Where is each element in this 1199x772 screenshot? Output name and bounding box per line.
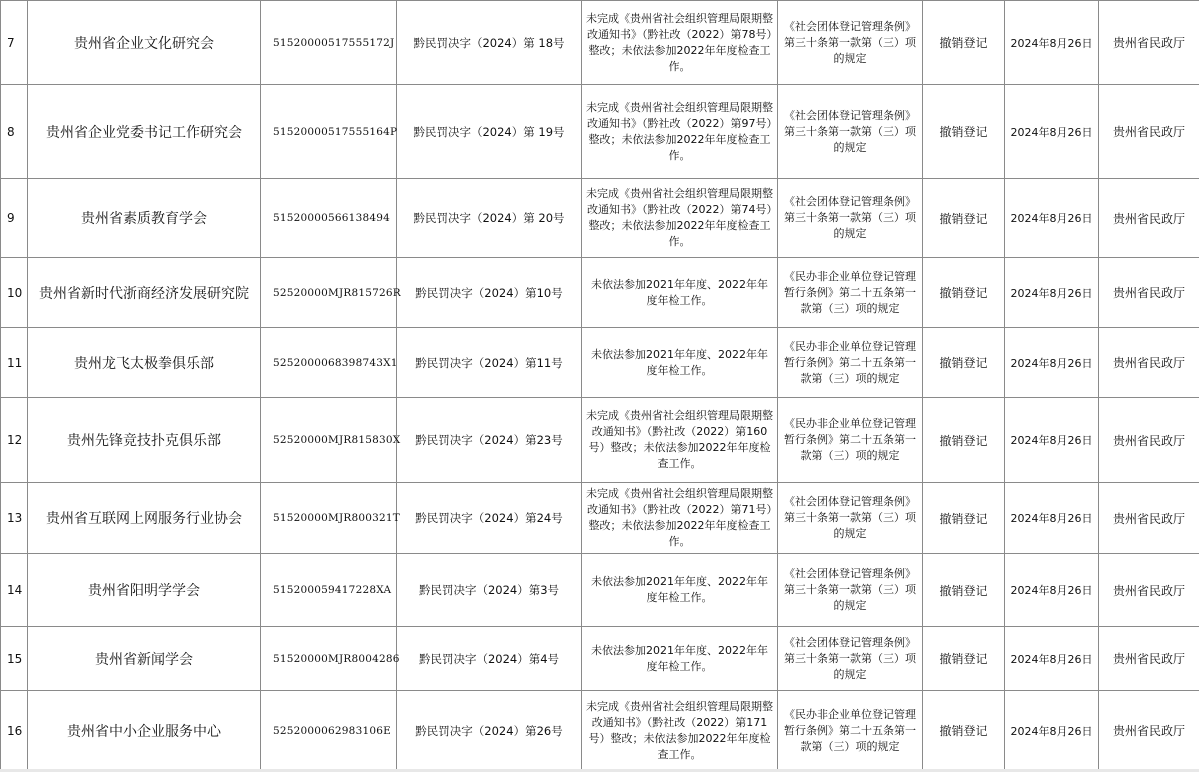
legal-basis-cell: 《民办非企业单位登记管理暂行条例》第二十五条第一款第（三）项的规定 <box>778 691 923 771</box>
decision-number-cell: 黔民罚决字（2024）第 18号 <box>397 1 582 85</box>
row-number-cell: 8 <box>1 85 28 179</box>
legal-basis-cell: 《社会团体登记管理条例》第三十条第一款第（三）项的规定 <box>778 554 923 627</box>
credit-code-cell: 51520000517555172J <box>261 1 397 85</box>
decision-number-cell: 黔民罚决字（2024）第4号 <box>397 627 582 691</box>
violation-reason-cell: 未完成《贵州省社会组织管理局限期整改通知书》（黔社改（2022）第171号）整改；未依法参加2022年年度检查工作。 <box>582 691 778 771</box>
issuing-authority-cell: 贵州省民政厅 <box>1099 1 1199 85</box>
violation-reason-cell: 未依法参加2021年年度、2022年年度年检工作。 <box>582 258 778 328</box>
row-number-cell: 15 <box>1 627 28 691</box>
issuing-authority-cell: 贵州省民政厅 <box>1099 258 1199 328</box>
table-row <box>1 1 1199 85</box>
issuing-authority-cell: 贵州省民政厅 <box>1099 627 1199 691</box>
issuing-authority-cell: 贵州省民政厅 <box>1099 328 1199 398</box>
decision-date-cell: 2024年8月26日 <box>1005 179 1099 258</box>
decision-number-cell: 黔民罚决字（2024）第24号 <box>397 483 582 554</box>
violation-reason-cell: 未依法参加2021年年度、2022年年度年检工作。 <box>582 627 778 691</box>
credit-code-cell: 515200059417228XA <box>261 554 397 627</box>
penalty-action-cell: 撤销登记 <box>923 328 1005 398</box>
decision-number-cell: 黔民罚决字（2024）第 20号 <box>397 179 582 258</box>
organization-name-cell: 贵州省阳明学学会 <box>28 554 261 627</box>
table-row <box>1 85 1199 179</box>
decision-date-cell: 2024年8月26日 <box>1005 1 1099 85</box>
penalty-action-cell: 撤销登记 <box>923 398 1005 483</box>
violation-reason-cell: 未完成《贵州省社会组织管理局限期整改通知书》（黔社改（2022）第74号）整改；未依法参加2022年年度检查工作。 <box>582 179 778 258</box>
decision-date-cell: 2024年8月26日 <box>1005 483 1099 554</box>
legal-basis-cell: 《社会团体登记管理条例》第三十条第一款第（三）项的规定 <box>778 483 923 554</box>
decision-date-cell: 2024年8月26日 <box>1005 398 1099 483</box>
decision-date-cell: 2024年8月26日 <box>1005 554 1099 627</box>
table-row <box>1 258 1199 328</box>
decision-number-cell: 黔民罚决字（2024）第26号 <box>397 691 582 771</box>
decision-number-cell: 黔民罚决字（2024）第3号 <box>397 554 582 627</box>
penalty-action-cell: 撤销登记 <box>923 554 1005 627</box>
violation-reason-cell: 未完成《贵州省社会组织管理局限期整改通知书》（黔社改（2022）第78号）整改；未依法参加2022年年度检查工作。 <box>582 1 778 85</box>
row-number-cell: 7 <box>1 1 28 85</box>
penalty-action-cell: 撤销登记 <box>923 483 1005 554</box>
penalty-action-cell: 撤销登记 <box>923 258 1005 328</box>
organization-name-cell: 贵州省新闻学会 <box>28 627 261 691</box>
violation-reason-cell: 未完成《贵州省社会组织管理局限期整改通知书》（黔社改（2022）第160号）整改；未依法参加2022年年度检查工作。 <box>582 398 778 483</box>
credit-code-cell: 5252000068398743X1 <box>261 328 397 398</box>
decision-number-cell: 黔民罚决字（2024）第10号 <box>397 258 582 328</box>
violation-reason-cell: 未完成《贵州省社会组织管理局限期整改通知书》（黔社改（2022）第97号）整改；未依法参加2022年年度检查工作。 <box>582 85 778 179</box>
credit-code-cell: 51520000566138494 <box>261 179 397 258</box>
violation-reason-cell: 未依法参加2021年年度、2022年年度年检工作。 <box>582 328 778 398</box>
decision-number-cell: 黔民罚决字（2024）第11号 <box>397 328 582 398</box>
table-row <box>1 179 1199 258</box>
penalty-action-cell: 撤销登记 <box>923 85 1005 179</box>
issuing-authority-cell: 贵州省民政厅 <box>1099 179 1199 258</box>
row-number-cell: 10 <box>1 258 28 328</box>
table-row <box>1 328 1199 398</box>
penalty-action-cell: 撤销登记 <box>923 627 1005 691</box>
organization-name-cell: 贵州省新时代浙商经济发展研究院 <box>28 258 261 328</box>
table-row <box>1 483 1199 554</box>
decision-date-cell: 2024年8月26日 <box>1005 691 1099 771</box>
credit-code-cell: 5252000062983106E <box>261 691 397 771</box>
organization-name-cell: 贵州省互联网上网服务行业协会 <box>28 483 261 554</box>
table-row <box>1 691 1199 771</box>
organization-name-cell: 贵州省企业党委书记工作研究会 <box>28 85 261 179</box>
row-number-cell: 12 <box>1 398 28 483</box>
legal-basis-cell: 《社会团体登记管理条例》第三十条第一款第（三）项的规定 <box>778 627 923 691</box>
row-number-cell: 16 <box>1 691 28 771</box>
issuing-authority-cell: 贵州省民政厅 <box>1099 483 1199 554</box>
credit-code-cell: 51520000517555164P <box>261 85 397 179</box>
violation-reason-cell: 未依法参加2021年年度、2022年年度年检工作。 <box>582 554 778 627</box>
row-number-cell: 11 <box>1 328 28 398</box>
decision-date-cell: 2024年8月26日 <box>1005 258 1099 328</box>
decision-date-cell: 2024年8月26日 <box>1005 85 1099 179</box>
decision-date-cell: 2024年8月26日 <box>1005 328 1099 398</box>
row-number-cell: 14 <box>1 554 28 627</box>
row-number-cell: 13 <box>1 483 28 554</box>
legal-basis-cell: 《社会团体登记管理条例》第三十条第一款第（三）项的规定 <box>778 1 923 85</box>
issuing-authority-cell: 贵州省民政厅 <box>1099 691 1199 771</box>
credit-code-cell: 52520000MJR815726R <box>261 258 397 328</box>
penalty-action-cell: 撤销登记 <box>923 691 1005 771</box>
credit-code-cell: 51520000MJR8004286 <box>261 627 397 691</box>
table-row <box>1 627 1199 691</box>
organization-name-cell: 贵州省中小企业服务中心 <box>28 691 261 771</box>
issuing-authority-cell: 贵州省民政厅 <box>1099 554 1199 627</box>
legal-basis-cell: 《社会团体登记管理条例》第三十条第一款第（三）项的规定 <box>778 179 923 258</box>
table-row <box>1 398 1199 483</box>
penalty-action-cell: 撤销登记 <box>923 179 1005 258</box>
issuing-authority-cell: 贵州省民政厅 <box>1099 398 1199 483</box>
legal-basis-cell: 《民办非企业单位登记管理暂行条例》第二十五条第一款第（三）项的规定 <box>778 398 923 483</box>
legal-basis-cell: 《民办非企业单位登记管理暂行条例》第二十五条第一款第（三）项的规定 <box>778 258 923 328</box>
credit-code-cell: 52520000MJR815830X <box>261 398 397 483</box>
organization-name-cell: 贵州龙飞太极拳俱乐部 <box>28 328 261 398</box>
legal-basis-cell: 《社会团体登记管理条例》第三十条第一款第（三）项的规定 <box>778 85 923 179</box>
row-number-cell: 9 <box>1 179 28 258</box>
table-row <box>1 554 1199 627</box>
decision-number-cell: 黔民罚决字（2024）第23号 <box>397 398 582 483</box>
legal-basis-cell: 《民办非企业单位登记管理暂行条例》第二十五条第一款第（三）项的规定 <box>778 328 923 398</box>
decision-number-cell: 黔民罚决字（2024）第 19号 <box>397 85 582 179</box>
organization-name-cell: 贵州省企业文化研究会 <box>28 1 261 85</box>
credit-code-cell: 51520000MJR800321T <box>261 483 397 554</box>
decision-date-cell: 2024年8月26日 <box>1005 627 1099 691</box>
issuing-authority-cell: 贵州省民政厅 <box>1099 85 1199 179</box>
organization-name-cell: 贵州先锋竞技扑克俱乐部 <box>28 398 261 483</box>
organization-name-cell: 贵州省素质教育学会 <box>28 179 261 258</box>
violation-reason-cell: 未完成《贵州省社会组织管理局限期整改通知书》（黔社改（2022）第71号）整改；未依法参加2022年年度检查工作。 <box>582 483 778 554</box>
penalty-action-cell: 撤销登记 <box>923 1 1005 85</box>
table-body <box>1 1 1199 771</box>
